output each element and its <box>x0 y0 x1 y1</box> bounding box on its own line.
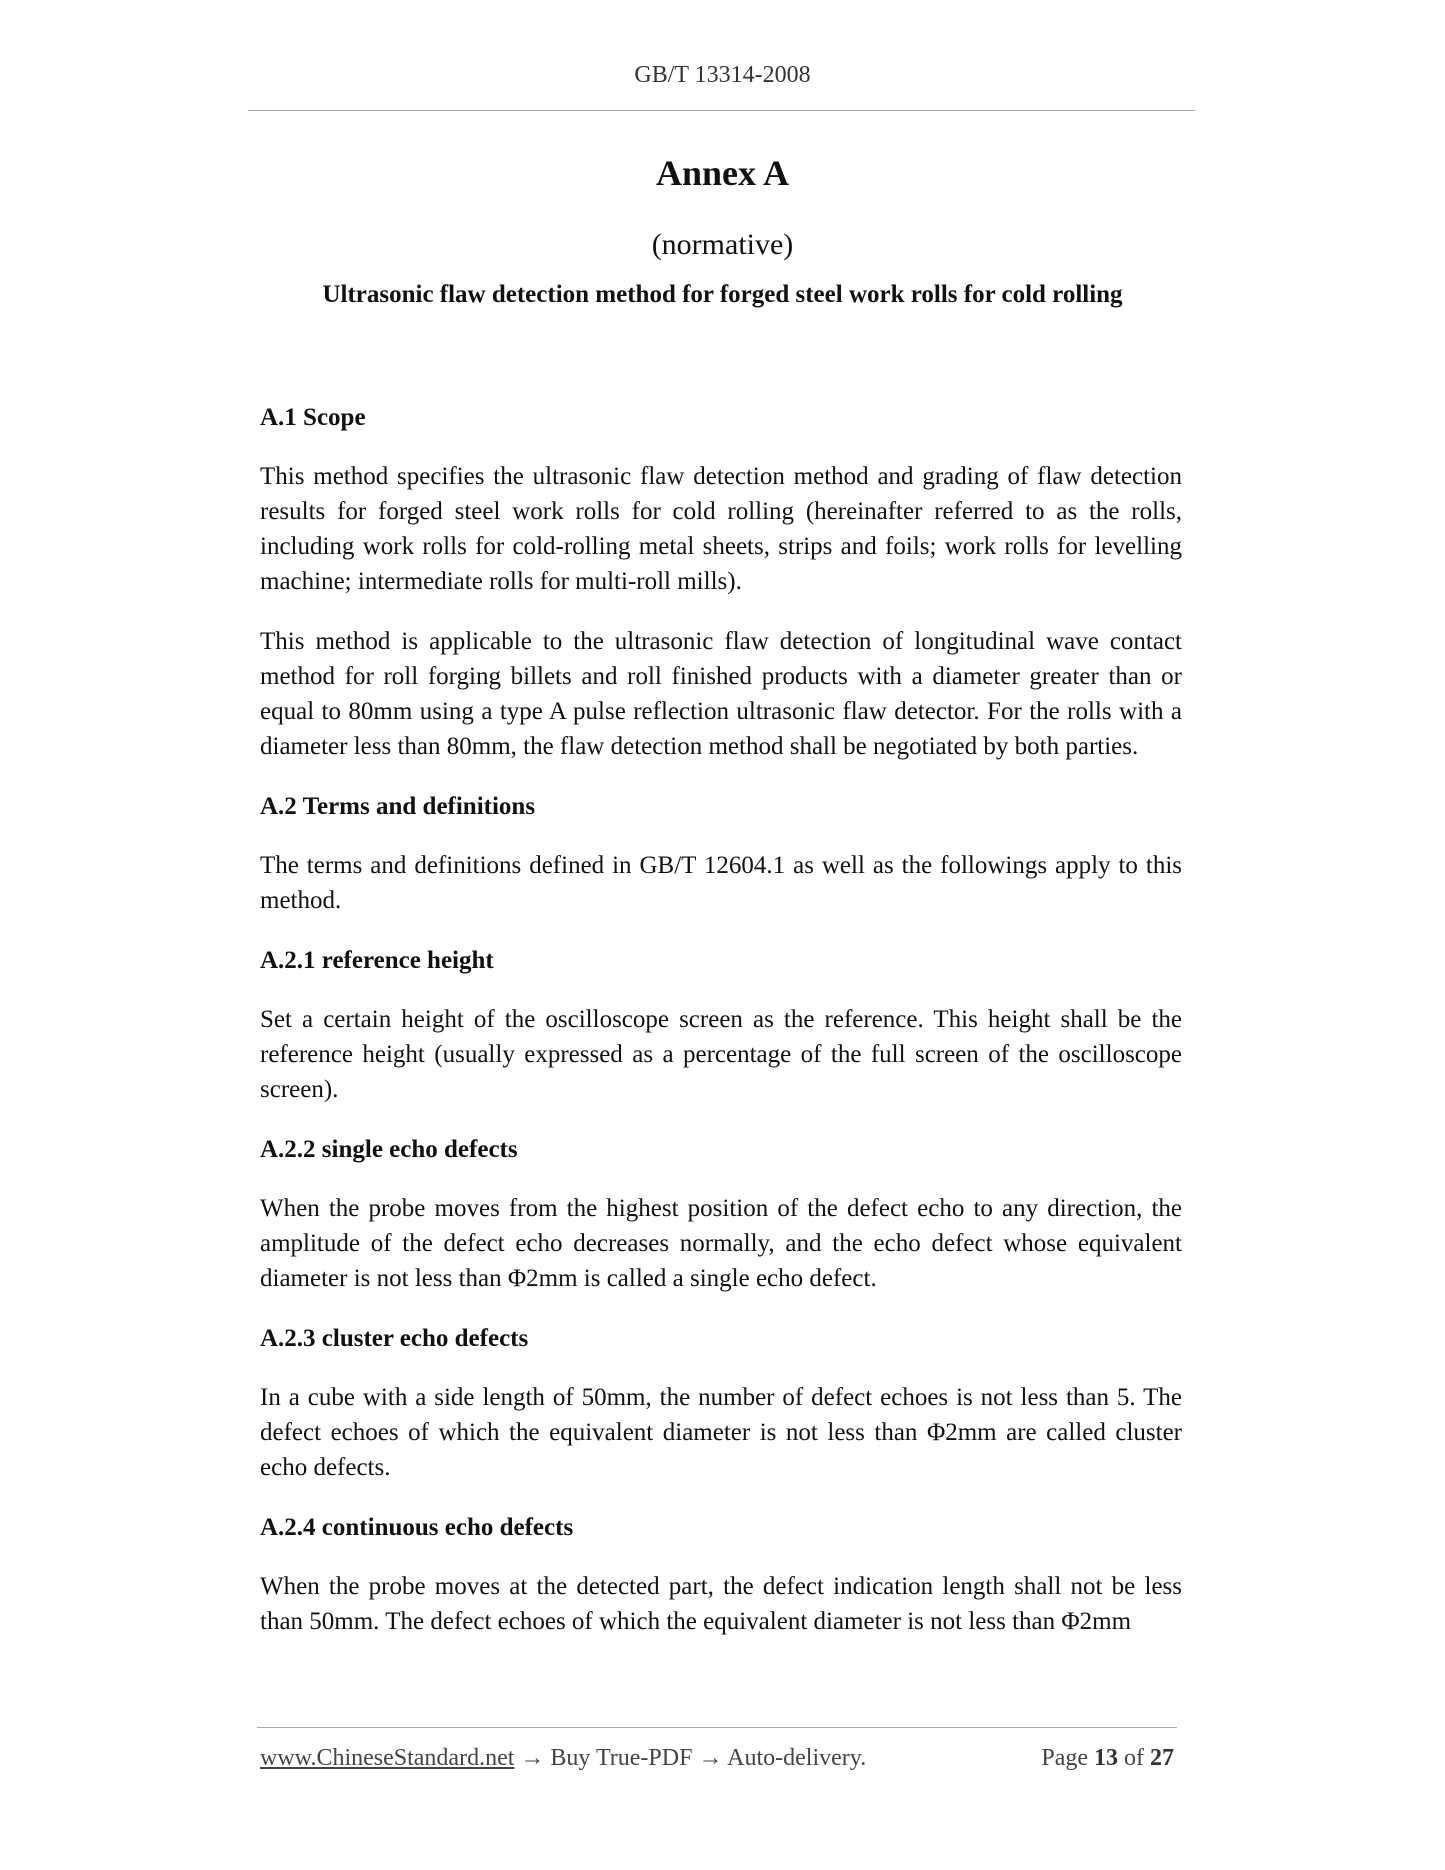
section-heading-a23: A.2.3 cluster echo defects <box>260 1325 529 1352</box>
document-number-header: GB/T 13314-2008 <box>634 62 811 88</box>
paragraph-a2-1: The terms and definitions defined in GB/T 12604.1 as well as the followings apply to this method. <box>260 852 1182 914</box>
document-body <box>260 400 1182 1664</box>
annex-title: Annex A <box>655 153 790 193</box>
annex-type: (normative) <box>651 228 794 261</box>
paragraph-a23-1: In a cube with a side length of 50mm, the number of defect echoes is not less than 5. The defect echoes of which the equivalent diameter is not less than Φ2mm are called cluster echo defects. <box>260 1384 1182 1481</box>
section-heading-a2: A.2 Terms and definitions <box>260 793 536 820</box>
section-heading-a24: A.2.4 continuous echo defects <box>260 1514 574 1541</box>
page-label: Page <box>1041 1745 1088 1771</box>
buy-pdf-text: Buy True-PDF <box>550 1745 693 1771</box>
page-indicator <box>1041 1745 1174 1772</box>
paragraph-a24-1: When the probe moves at the detected part, the defect indication length shall not be less than 50mm. The defect echoes of which the equivalent diameter is not less than Φ2mm <box>260 1573 1182 1635</box>
total-pages-number: 27 <box>1150 1745 1174 1771</box>
of-label: of <box>1124 1745 1144 1771</box>
paragraph-a1-1: This method specifies the ultrasonic flaw detection method and grading of flaw detection results for forged steel work rolls for cold rolling (hereinafter referred to as the rolls, including work rolls for cold-rolling metal sheets, strips and foils; work rolls for levelling machine; intermediate rolls for multi-roll mills). <box>260 463 1182 595</box>
section-heading-a22: A.2.2 single echo defects <box>260 1136 518 1163</box>
paragraph-a21-1: Set a certain height of the oscilloscope screen as the reference. This height shall be the reference height (usually expressed as a percentage of the full screen of the oscilloscope screen). <box>260 1006 1182 1103</box>
paragraph-a1-2: This method is applicable to the ultrasonic flaw detection of longitudinal wave contact method for roll forging billets and roll finished products with a diameter greater than or equal to 80mm using a type A pulse reflection ultrasonic flaw detector. For the rolls with a diameter less than 80mm, the flaw detection method shall be negotiated by both parties. <box>260 628 1182 760</box>
header-divider <box>248 110 1195 111</box>
annex-subtitle: Ultrasonic flaw detection method for forged steel work rolls for cold rolling <box>322 281 1123 308</box>
section-heading-a1: A.1 Scope <box>260 404 366 431</box>
arrow-right-icon: → <box>520 1745 545 1771</box>
site-link[interactable]: www.ChineseStandard.net <box>260 1745 515 1771</box>
footer-promo <box>260 1745 866 1772</box>
footer-divider <box>257 1727 1177 1728</box>
arrow-right-icon: → <box>698 1745 723 1771</box>
current-page-number: 13 <box>1094 1745 1118 1771</box>
paragraph-a22-1: When the probe moves from the highest position of the defect echo to any direction, the amplitude of the defect echo decreases normally, and the echo defect whose equivalent diameter is not less than Φ2mm is called a single echo defect. <box>260 1195 1182 1292</box>
auto-delivery-text: Auto-delivery. <box>727 1745 867 1771</box>
section-heading-a21: A.2.1 reference height <box>260 947 494 974</box>
